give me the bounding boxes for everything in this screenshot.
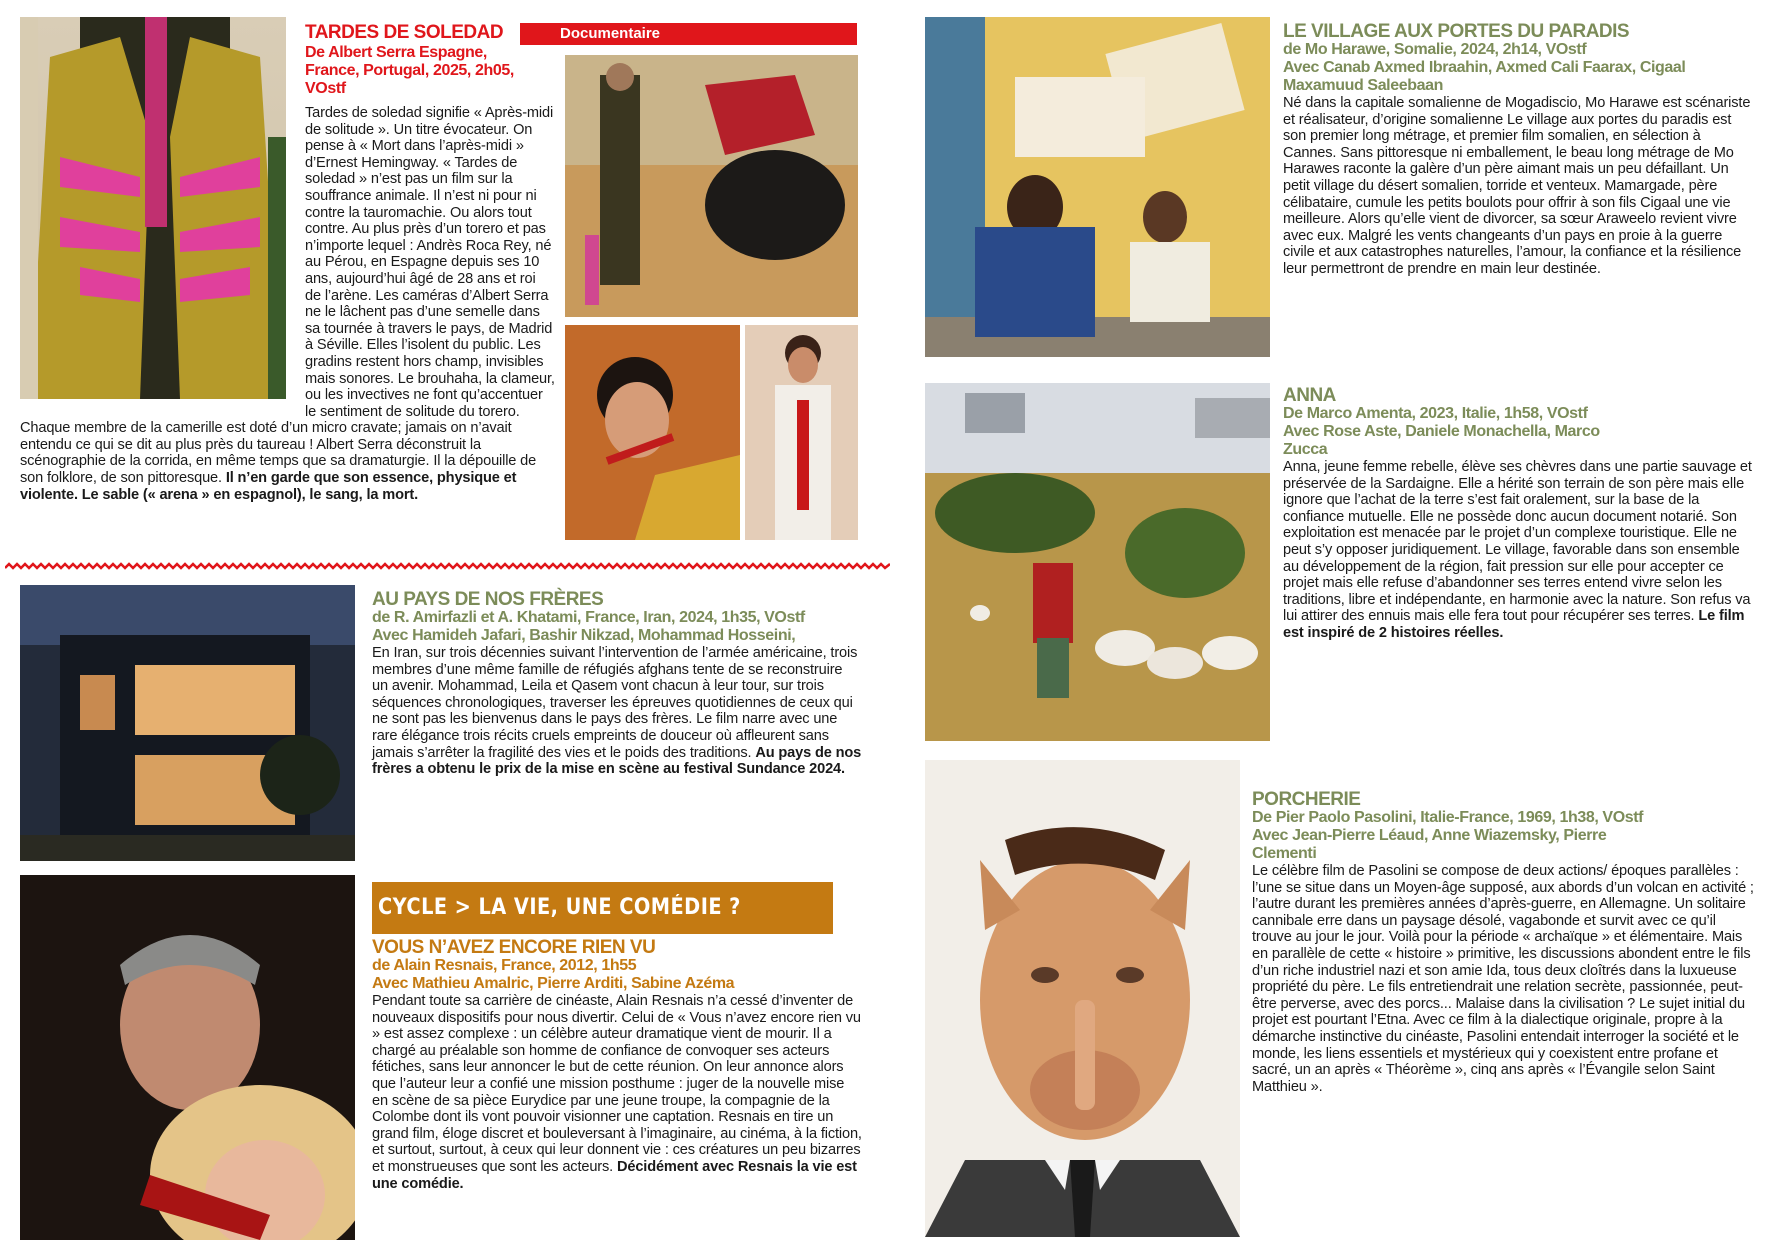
tardes-text <box>20 105 555 503</box>
goats-field-photo <box>925 383 1270 741</box>
bullfight-photo <box>565 55 858 317</box>
genre-label: Documentaire <box>560 25 661 42</box>
porcherie-body: Le célèbre film de Pasolini se compose de deux actions/ époques parallèles : l’une se situe dans un Moyen-âge supposé, aux abords d’un volcan en activité ; l’autre durant les premières années d’après-guerre, en Allemagne. Un solitaire cannibale erre dans un paysage désolé, vagabonde et survit avec ce qu’il trouve au jour le jour. Voilà pour la période « archaïque » et élémentaire. Mais en parallèle de cette « histoire » primitive, les discussions abondent entre le fils d’un riche industriel nazi et son amie Ida, tous deux cloîtrés dans la luxueuse propriété du père. Le fils entretiendrait une relation secrète, passionnée, peut-être perverse, avec des porcs... Malaise dans la civilisation ? Le sujet initial du projet est pourtant l’Etna. Avec ce film à la dialectique originale, propre à la démarche instinctive du cinéaste, Pasolini entendait interroger la société et le monde, les liens essentiels et mystérieux qui y coexistent entre profane et sacré, un an après « Théorème », cinq ans après « l’Évangile selon Saint Matthieu ». <box>1252 863 1754 1095</box>
genre-tag <box>520 23 857 45</box>
cycle-cast: Avec Mathieu Amalric, Pierre Arditi, Sabine Azéma <box>372 975 735 992</box>
pays-body-text: En Iran, sur trois décennies suivant l’intervention de l’armée américaine, trois membres d’une même famille de réfugiés afghans tente de se reconstruire un avenir. Mohammad, Leila et Qasem vont chacun à leur tour, sur trois séquences chronologiques, traverser les épreuves quotidiennes de ceux qui ne sont pas les bienvenus dans le pays des frères. Le film narre avec une rare élégance trois récits cruels empreints de douceur où affleurent sans jamais s’arrêter la fragilité des vies et le poids des traditions. <box>372 645 858 761</box>
porcherie-title: PORCHERIE <box>1252 789 1361 810</box>
house-night-photo <box>20 585 355 861</box>
pays-body <box>372 645 862 778</box>
anna-body-text: Anna, jeune femme rebelle, élève ses chèvres dans une partie sauvage et préservée de la Sardaigne. Elle a hérité son terrain de son père mais elle ignore que l’achat de la terre s’est fait oralement, sur la base de la confiance mutuelle. Elle ne possède donc aucun document notarié. Son exploitation est menacée par le projet d’un complexe touristique. Elle ne peut s’y opposer juridiquement. Le village, favorable dans son ensemble au développement de la région, fait pression sur elle pour accepter ce projet mais elle refuse d’abandonner ses terres entend vivre selon les traditions, libre et indépendante, en harmonie avec la nature. Son refus va lui attirer des ennuis mais elle fera tout pour récupérer ses terres. <box>1283 459 1752 625</box>
tardes-body-bold: Il n’en garde que son essence, physique et violente. Le sable (« arena » en espagnol), le sang, la mort. <box>20 470 517 503</box>
anna-body-bold: Le film est inspiré de 2 histoires réelles. <box>1283 608 1745 641</box>
porcherie-text <box>1252 790 1757 1095</box>
pays-text <box>372 590 862 778</box>
anna-cast: Avec Rose Aste, Daniele Monachella, Marco Zucca <box>1283 423 1600 458</box>
torero-dressing-photo <box>745 325 858 540</box>
pig-mask-photo <box>925 760 1240 1237</box>
village-cast: Avec Canab Axmed Ibraahin, Axmed Cali Faarax, Cigaal Maxamuud Saleebaan <box>1283 59 1686 94</box>
anna-meta: De Marco Amenta, 2023, Italie, 1h58, VOstf <box>1283 405 1588 422</box>
tardes-header <box>305 23 535 98</box>
tardes-meta: De Albert Serra Espagne, France, Portugal, 2025, 2h05, VOstf <box>305 44 514 97</box>
pays-body-bold: Au pays de nos frères a obtenu le prix de la mise en scène au festival Sundance 2024. <box>372 744 862 778</box>
cycle-banner-label: CYCLE > LA VIE, UNE COMÉDIE ? <box>378 895 741 920</box>
porcherie-meta: De Pier Paolo Pasolini, Italie-France, 1969, 1h38, VOstf <box>1252 809 1644 826</box>
village-meta: de Mo Harawe, Somalie, 2024, 2h14, VOstf <box>1283 41 1587 58</box>
cycle-meta: de Alain Resnais, France, 2012, 1h55 <box>372 957 637 974</box>
pays-cast: Avec Hamideh Jafari, Bashir Nikzad, Mohammad Hosseini, <box>372 627 796 644</box>
village-body: Né dans la capitale somalienne de Mogadiscio, Mo Harawe est scénariste et réalisateur, d’origine somalienne Le village aux portes du paradis est son premier long métrage, et premier film somalien, en sélection à Cannes. Sans pittoresque ni emballement, le beau long métrage de Mo Harawes raconte la galère d’un père aimant mais un peu défaillant. Un petit village du désert somalien, torride et venteux. Mamargade, père célibataire, cumule les petits boulots pour offrir à son fils Cigaal une vie meilleure. Alors qu’elle vient de divorcer, sa sœur Araweelo revient vivre avec eux. Malgré les vents changeants d’un pays en proie à la guerre civile et aux catastrophes naturelles, l’amour, la confiance et la résilience leur permettront de prendre en main leur destinée. <box>1283 95 1751 277</box>
pays-meta: de R. Amirfazli et A. Khatami, France, Iran, 2024, 1h35, VOstf <box>372 609 805 626</box>
anna-title: ANNA <box>1283 385 1336 406</box>
torero-face-photo <box>565 325 740 540</box>
cycle-title: VOUS N’AVEZ ENCORE RIEN VU <box>372 937 656 958</box>
tardes-body-text: Tardes de soledad signifie « Après-midi de solitude ». Un titre évocateur. On pense à « Mort dans l’après-midi » d’Ernest Hemingway. « Tardes de soledad » n’est pas un film sur la souffrance animale. Il n’est ni pour ni contre la tauromachie. Ou alors tout contre. Au plus près d’un torero et pas n’importe lequel : Andrès Roca Rey, né au Pérou, en Espagne depuis ses 10 ans, aujourd’hui âgé de 28 ans et roi de l’arène. Les caméras d’Albert Serra ne le lâchent pas d’une semelle dans sa tournée à travers le pays, de Madrid à Séville. Elles l’isolent du public. Les gradins restent hors champ, invisibles mais sonores. Le brouhaha, la clameur, ou les invectives ne font qu’accentuer le sentiment de solitude du torero. Chaque membre de la camerille est doté d’un micro cravate; jamais on n’avait entendu ce qui se dit au plus près du taureau ! Albert Serra déconstruit la scénographie de la corrida, en même temps que sa dramaturgie. Il la dépouille de son folklore, de son pittoresque. <box>20 105 555 487</box>
cycle-body-text: Pendant toute sa carrière de cinéaste, Alain Resnais n’a cessé d’inventer de nouveaux dispositifs pour nous divertir. Celui de « Vous n’avez encore rien vu » est assez complexe : un célèbre auteur dramatique vient de mourir. Il a chargé au préalable son homme de confiance de convoquer ses acteurs fétiches, sans leur annoncer le but de cette réunion. On leur annonce alors que l’auteur leur a confié une mission posthume : juger de la nouvelle mise en scène de sa pièce Eurydice par une jeune troupe, la compagnie de la Colombe dont ils vont pouvoir visionner une captation. Resnais en tire un grand film, éloge discret et bouleversant à l’imaginaire, au cinéma, à la fiction, et surtout, surtout, à ceux qui leur donnent vie : ces créatures un peu bizarres et monstrueuses que sont les acteurs. <box>372 993 862 1175</box>
cycle-body-bold: Décidément avec Resnais la vie est une comédie. <box>372 1158 857 1192</box>
zigzag-divider <box>5 557 890 565</box>
village-text <box>1283 22 1753 278</box>
anna-text <box>1283 386 1753 642</box>
cycle-text <box>372 938 862 1192</box>
father-son-photo <box>925 17 1270 357</box>
cycle-body <box>372 993 862 1192</box>
text-wrap-spacer <box>20 105 305 405</box>
anna-body <box>1283 459 1753 642</box>
porcherie-cast: Avec Jean-Pierre Léaud, Anne Wiazemsky, Pierre Clementi <box>1252 827 1607 862</box>
tardes-title: TARDES DE SOLEDAD <box>305 22 504 43</box>
pays-title: AU PAYS DE NOS FRÈRES <box>372 589 604 610</box>
village-title: LE VILLAGE AUX PORTES DU PARADIS <box>1283 21 1630 42</box>
cycle-banner <box>372 882 833 934</box>
couple-photo <box>20 875 355 1240</box>
